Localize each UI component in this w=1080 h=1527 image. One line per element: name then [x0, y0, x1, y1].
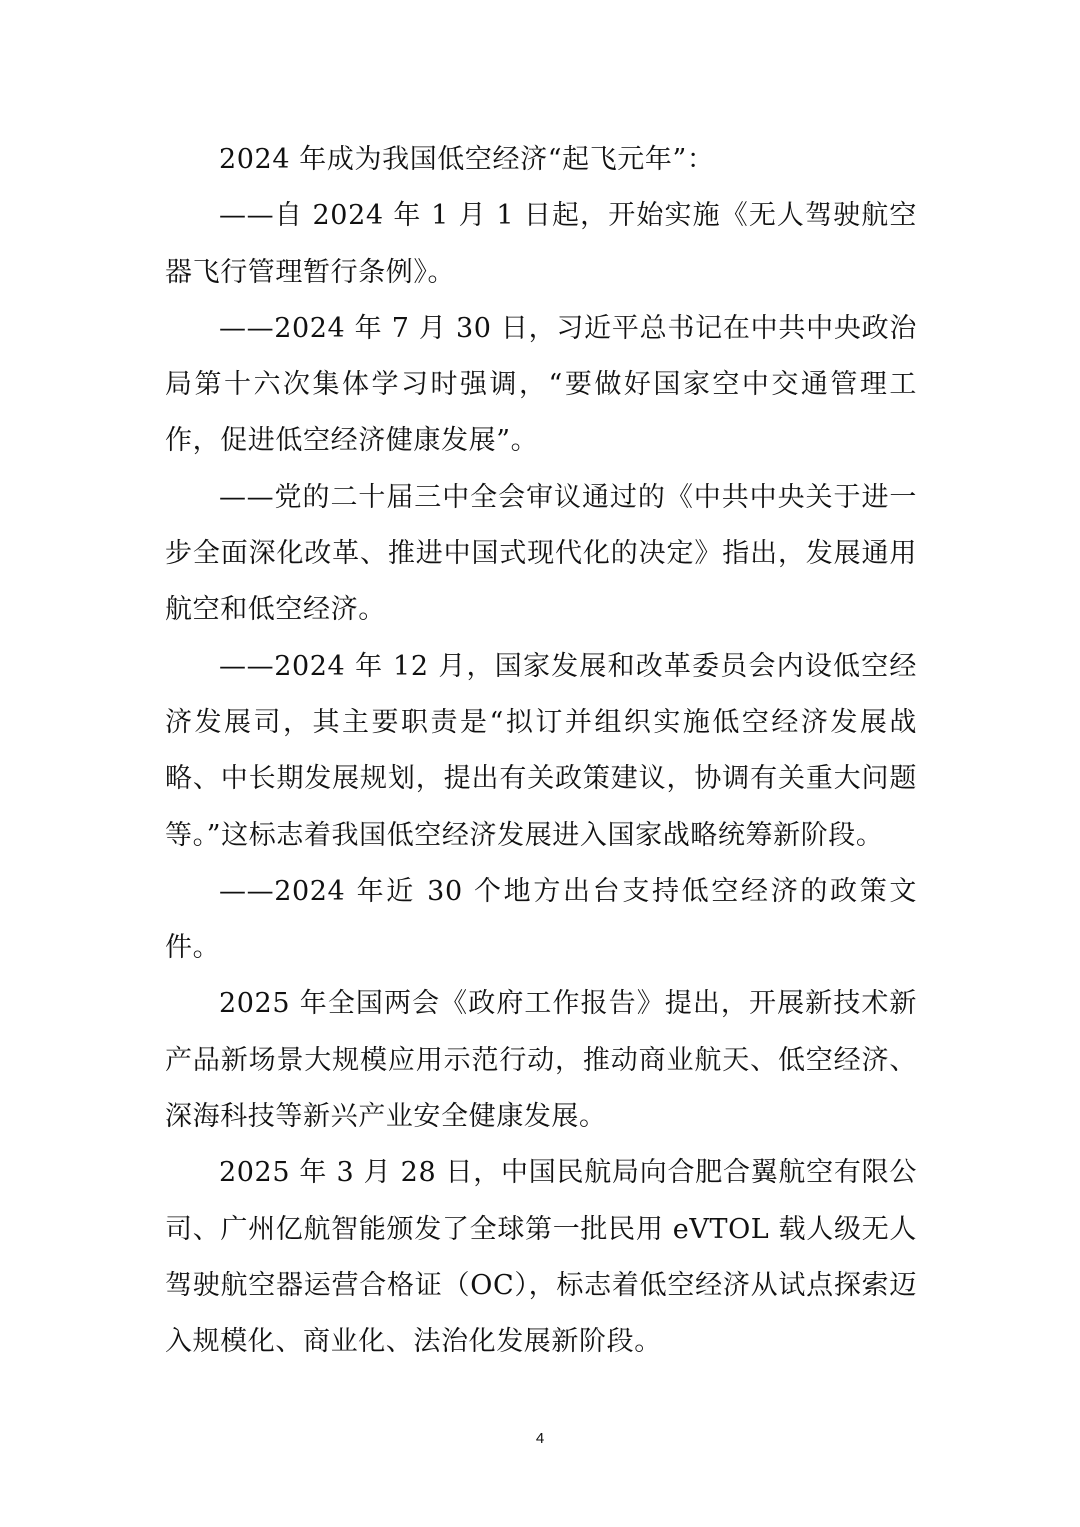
page-number: 4	[535, 1430, 545, 1447]
paragraph-work-report: 2025 年全国两会《政府工作报告》提出，开展新技术新产品新场景大规模应用示范行动，推动商业航天、低空经济、深海科技等新兴产业安全健康发展。	[165, 988, 917, 1133]
paragraph-local-policies: ——2024 年近 30 个地方出台支持低空经济的政策文件。	[165, 875, 917, 964]
document-body	[165, 132, 917, 1371]
paragraph-drone-regulation: ——自 2024 年 1 月 1 日起，开始实施《无人驾驶航空器飞行管理暂行条例》。	[165, 200, 917, 288]
paragraph-third-plenum: ——党的二十届三中全会审议通过的《中共中央关于进一步全面深化改革、推进中国式现代化的决定》指出，发展通用航空和低空经济。	[165, 481, 917, 626]
paragraph-takeoff-year: 2024 年成为我国低空经济“起飞元年”：	[219, 144, 715, 175]
paragraph-ndrc-department: ——2024 年 12 月，国家发展和改革委员会内设低空经济发展司，其主要职责是“拟订并组织实施低空经济发展战略、中长期发展规划，提出有关政策建议，协调有关重大问题等。”这标志着我国低空经济发展进入国家战略统筹新阶段。	[165, 650, 917, 851]
paragraph-evtol-certificate: 2025 年 3 月 28 日，中国民航局向合肥合翼航空有限公司、广州亿航智能颁发了全球第一批民用 eVTOL 载人级无人驾驶航空器运营合格证（OC），标志着低空经济从试点探索迈入规模化、商业化、法治化发展新阶段。	[165, 1157, 917, 1358]
paragraph-politburo-study: ——2024 年 7 月 30 日，习近平总书记在中共中央政治局第十六次集体学习时强调，“要做好国家空中交通管理工作，促进低空经济健康发展”。	[165, 312, 917, 457]
